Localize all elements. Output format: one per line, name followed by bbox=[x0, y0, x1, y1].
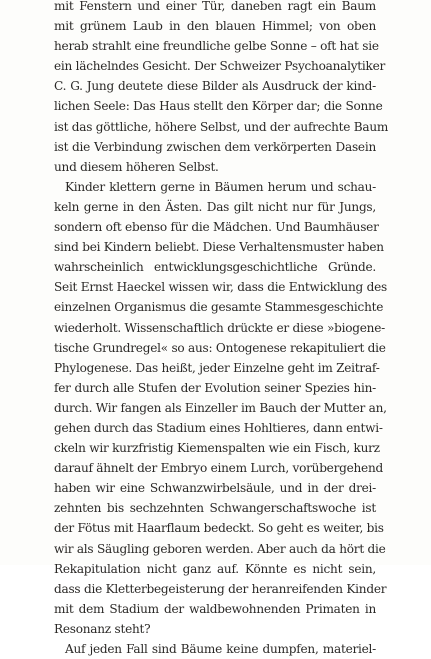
text-line: zehnten bis sechzehnten Schwangerschaftswoche ist bbox=[54, 501, 376, 516]
text-line: ein lächelndes Gesicht. Der Schweizer Psychoanalytiker bbox=[54, 59, 386, 74]
text-line: mit grünem Laub in den blauen Himmel; von oben bbox=[54, 19, 376, 34]
text-line: wir als Säugling geboren werden. Aber auch da hört die bbox=[54, 541, 386, 556]
text-line: mit dem Stadium der waldbewohnenden Primaten in bbox=[54, 601, 376, 616]
text-line: ckeln wir kurzfristig Kiemenspalten wie ein Fisch, kurz bbox=[54, 441, 380, 456]
paragraph bbox=[54, 639, 376, 659]
text-line: sondern oft ebenso für die Mädchen. Und Baumhäuser bbox=[54, 220, 379, 235]
paragraph bbox=[54, 0, 389, 177]
text-line: lichen Seele: Das Haus stellt den Körper dar; die Sonne bbox=[54, 99, 383, 114]
text-line: Kinder klettern gerne in Bäumen herum und schau- bbox=[65, 179, 376, 194]
text-line: Auf jeden Fall sind Bäume keine dumpfen, materiel- bbox=[65, 642, 376, 656]
text-line: wahrscheinlich entwicklungsgeschichtliche Gründe. bbox=[54, 260, 376, 275]
text-line: wiederholt. Wissenschaftlich drückte er diese »biogene- bbox=[54, 320, 385, 335]
text-line: sind bei Kindern beliebt. Diese Verhaltensmuster haben bbox=[54, 240, 384, 255]
text-line: Phylogenese. Das heißt, jeder Einzelne geht im Zeitraf- bbox=[54, 360, 380, 375]
text-line: der Fötus mit Haarflaum bedeckt. So geht es weiter, bis bbox=[54, 521, 384, 536]
text-line: durch. Wir fangen als Einzeller im Bauch der Mutter an, bbox=[54, 400, 387, 415]
text-line: herab strahlt eine freundliche gelbe Sonne – oft hat sie bbox=[54, 39, 379, 54]
text-line: Resonanz steht? bbox=[54, 621, 151, 636]
text-line: gehen durch das Stadium eines Hohltieres, dann entwi- bbox=[54, 420, 383, 435]
text-line: keln gerne in den Ästen. Das gilt nicht nur für Jungs, bbox=[54, 199, 376, 214]
text-line: ist das göttliche, höhere Selbst, und der aufrechte Baum bbox=[54, 119, 389, 134]
text-line: darauf ähnelt der Embryo einem Lurch, vorübergehend bbox=[54, 461, 383, 476]
text-line: und diesem höheren Selbst. bbox=[54, 159, 219, 174]
text-line: mit Fenstern und einer Tür, daneben ragt ein Baum bbox=[54, 0, 376, 13]
body-text bbox=[54, 0, 389, 659]
text-line: Rekapitulation nicht ganz auf. Könnte es nicht sein, bbox=[54, 561, 376, 576]
text-line: ist die Verbindung zwischen dem verkörperten Dasein bbox=[54, 139, 376, 154]
text-line: einzelnen Organismus die gesamte Stammesgeschichte bbox=[54, 300, 384, 315]
text-line: haben wir eine Schwanzwirbelsäule, und in der drei- bbox=[54, 481, 376, 496]
text-line: tische Grundregel« so aus: Ontogenese rekapituliert die bbox=[54, 340, 386, 355]
paragraph bbox=[54, 177, 387, 639]
text-line: Seit Ernst Haeckel wissen wir, dass die Entwicklung des bbox=[54, 280, 387, 295]
text-line: C. G. Jung deutete diese Bilder als Ausdruck der kind- bbox=[54, 79, 376, 94]
text-line: fer durch alle Stufen der Evolution seiner Spezies hin- bbox=[54, 380, 376, 395]
text-line: dass die Kletterbegeisterung der heranreifenden Kinder bbox=[54, 581, 387, 596]
